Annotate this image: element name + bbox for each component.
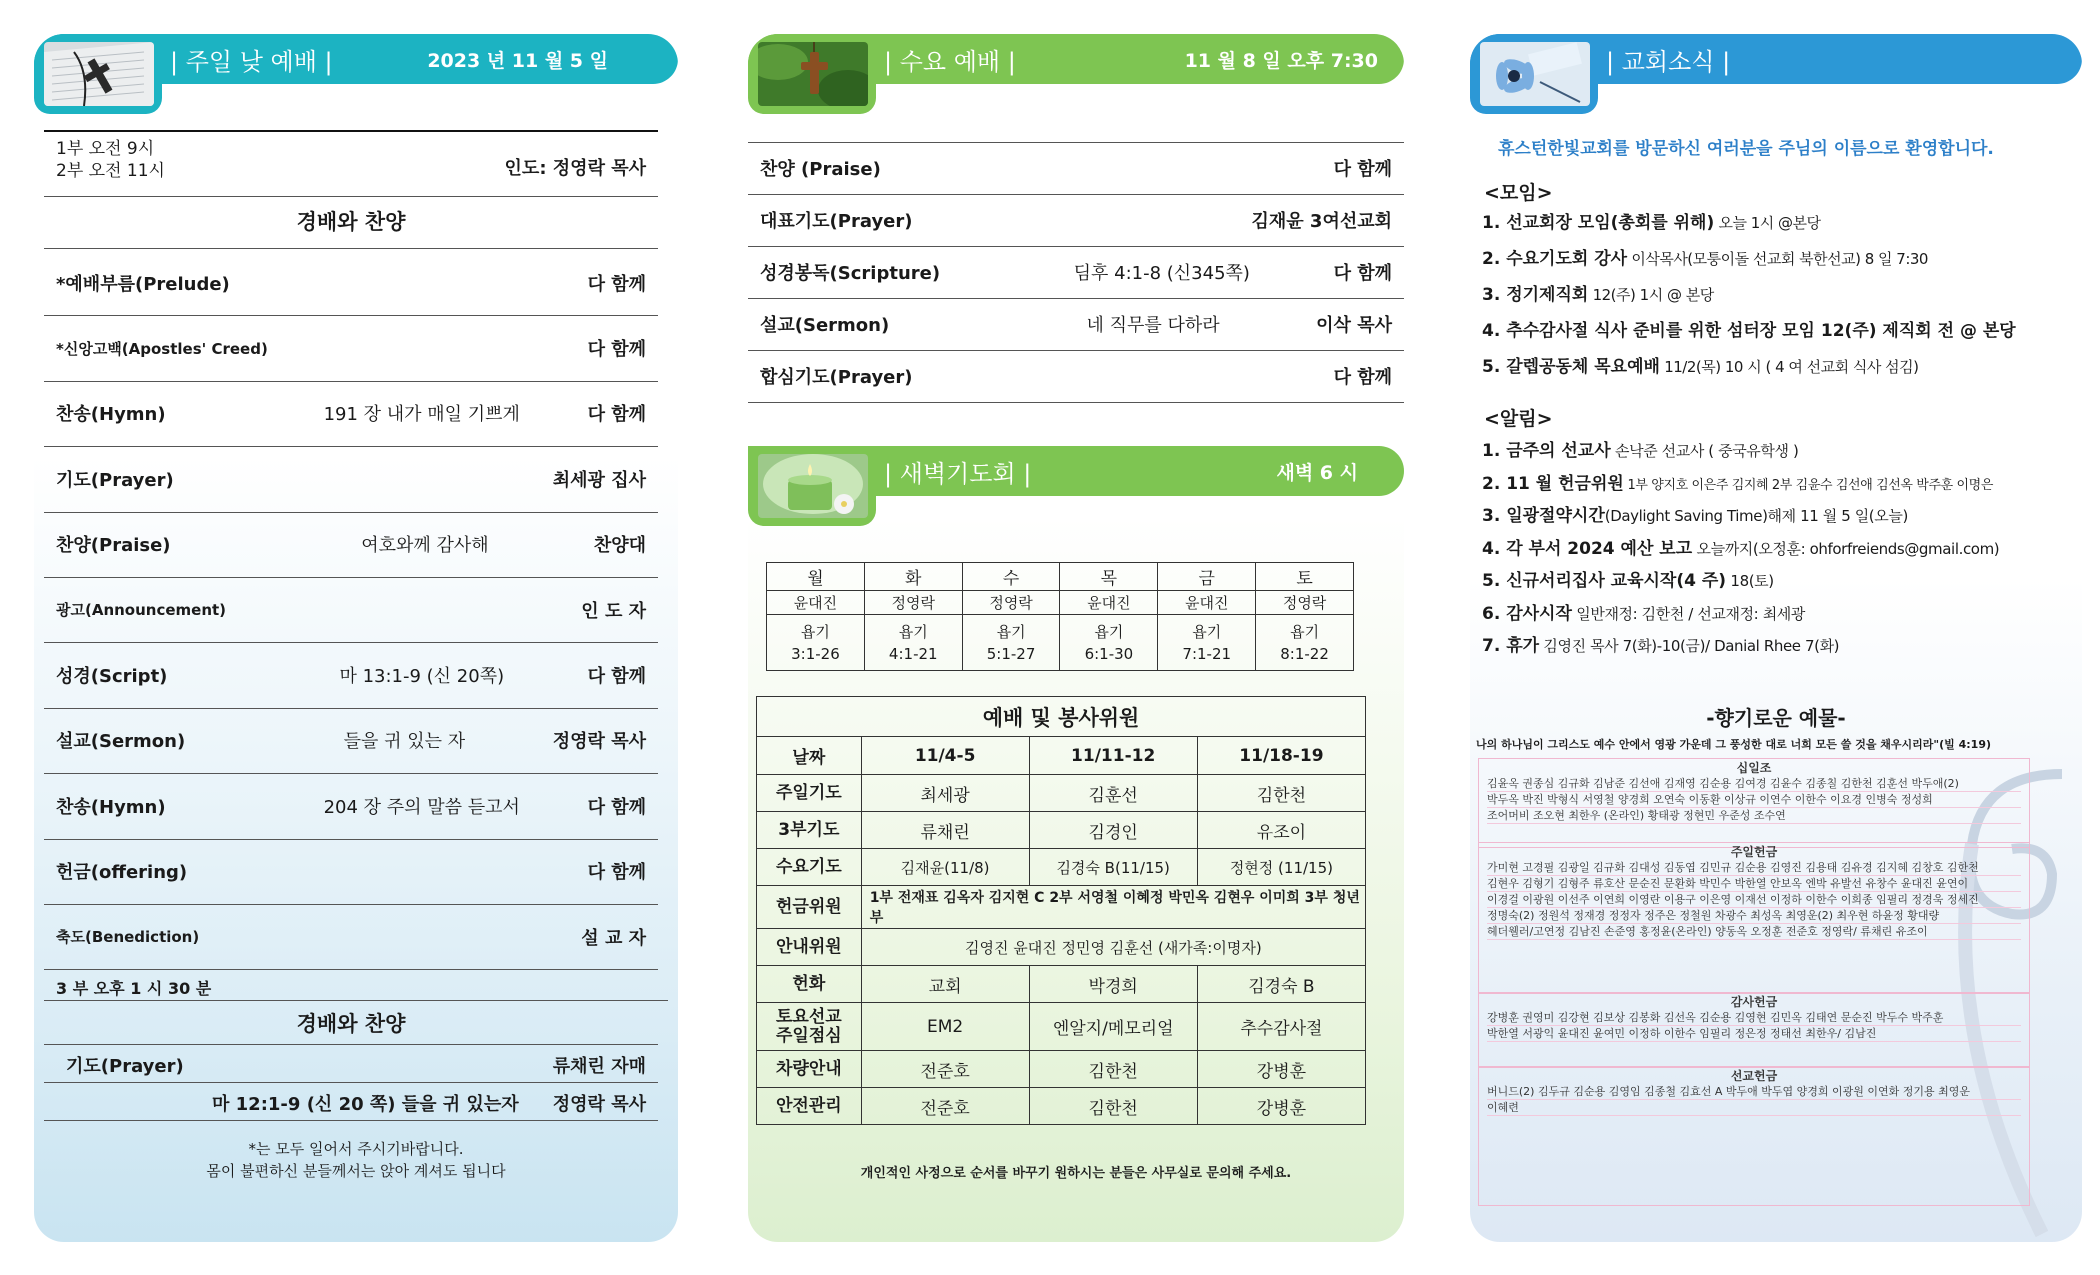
worship-row bbox=[44, 381, 658, 447]
volunteers-row bbox=[757, 1088, 1366, 1125]
dawn-leader: 윤대진 bbox=[1158, 591, 1256, 615]
volunteers-table-title: 예배 및 봉사위원 bbox=[757, 697, 1366, 737]
dawn-scripture bbox=[1060, 615, 1158, 671]
third-prayer-label: 기도(Prayer) bbox=[66, 1056, 184, 1077]
sunday-offering-names bbox=[1487, 860, 2021, 940]
notice-item bbox=[1482, 534, 2072, 559]
notice-item-title: 5. 신규서리집사 교육시작(4 주) bbox=[1482, 571, 1727, 591]
volunteers-cell: 김경인 bbox=[1029, 812, 1197, 849]
rule bbox=[44, 196, 658, 197]
volunteers-row bbox=[757, 966, 1366, 1003]
third-sermon: 마 12:1-9 (신 20 쪽) 들을 귀 있는자 bbox=[212, 1094, 519, 1115]
wednesday-item-label: 설교(Sermon) bbox=[760, 315, 890, 336]
praise-worship-heading-2: 경배와 찬양 bbox=[296, 1012, 406, 1036]
offering-name-line: 이경걸 이광원 이선주 이연희 이영란 이용구 이은영 이재선 이정하 이한수 이희종 임필리 정경욱 정세진 bbox=[1487, 892, 2021, 908]
worship-item-label: 헌금(offering) bbox=[56, 862, 188, 884]
rule bbox=[44, 1044, 658, 1045]
volunteers-role: 수요기도 bbox=[757, 849, 862, 886]
thanks-offering-box bbox=[1478, 992, 2030, 1068]
tithe-names bbox=[1487, 776, 2021, 824]
notice-item bbox=[1482, 566, 2072, 591]
offering-name-line: 김윤옥 권종심 김규화 김남준 김선애 김재영 김순용 김여경 김윤수 김종칠 김한천 김훈선 박두애(2) bbox=[1487, 776, 2021, 792]
volunteers-header-cell: 날짜 bbox=[757, 737, 862, 775]
sunday-header-thumb bbox=[34, 34, 162, 114]
sunday-date: 2023 년 11 월 5 일 bbox=[427, 50, 608, 72]
dawn-scripture bbox=[767, 615, 865, 671]
notice-item bbox=[1482, 469, 2072, 494]
wednesday-row bbox=[748, 246, 1404, 299]
church-news-panel bbox=[1470, 34, 2082, 1242]
rule bbox=[44, 1082, 658, 1083]
volunteers-row bbox=[757, 886, 1366, 929]
volunteers-cell: 1부 전재표 김옥자 김지현 C 2부 서영철 이혜정 박민옥 김현우 이미희 3부 청년부 bbox=[861, 886, 1365, 929]
third-prayer-leader: 류채린 자매 bbox=[552, 1056, 646, 1077]
offering-name-line: 헤더웰러/고연정 김남진 손준영 홍정윤(온라인) 양동옥 오정훈 전준호 정영락/ 류채린 유조이 bbox=[1487, 924, 2021, 940]
first-service-time: 1부 오전 9시 bbox=[56, 139, 155, 159]
notice-item-title: 6. 감사시작 bbox=[1482, 603, 1572, 624]
volunteers-role: 차량안내 bbox=[757, 1051, 862, 1088]
notice-item-detail: 김영진 목사 7(화)-10(금)/ Danial Rhee 7(화) bbox=[1539, 637, 1840, 655]
meeting-item-title: 1. 선교회장 모임(총회를 위해) bbox=[1482, 213, 1715, 233]
notice-item-detail: 1부 양지호 이은주 김지혜 2부 김윤수 김선애 김선옥 박주훈 이명은 bbox=[1623, 477, 1993, 493]
leader-name: 인도: 정영락 목사 bbox=[504, 158, 646, 179]
wednesday-item-leader: 김재윤 3여선교회 bbox=[1251, 211, 1392, 232]
notices-heading: <알림> bbox=[1484, 408, 1553, 430]
wednesday-header-thumb bbox=[748, 34, 876, 114]
offering-name-line: 조어머비 조오현 최한우 (온라인) 황태광 정현민 우준성 조수연 bbox=[1487, 808, 2021, 824]
worship-item-label: 축도(Benediction) bbox=[56, 928, 200, 947]
worship-item-leader: 인 도 자 bbox=[581, 600, 646, 622]
worship-item-leader: 설 교 자 bbox=[581, 927, 646, 949]
volunteers-cell: 엔알지/메모리얼 bbox=[1029, 1003, 1197, 1051]
news-header-thumb bbox=[1470, 34, 1598, 114]
rule bbox=[44, 248, 658, 249]
notice-item-detail: 손낙준 선교사 ( 중국유학생 ) bbox=[1610, 442, 1799, 460]
dawn-ref: 3:1-26 bbox=[791, 644, 840, 663]
volunteers-header-cell: 11/11-12 bbox=[1029, 737, 1197, 775]
volunteers-cell: 김경숙 B bbox=[1197, 966, 1365, 1003]
worship-item-leader: 다 함께 bbox=[587, 404, 646, 426]
volunteers-cell: 교회 bbox=[861, 966, 1029, 1003]
volunteers-role: 토요선교 주일점심 bbox=[757, 1003, 862, 1051]
worship-item-detail: 마 13:1-9 (신 20쪽) bbox=[339, 666, 505, 688]
meeting-item-title: 3. 정기제직회 bbox=[1482, 285, 1589, 305]
wednesday-date: 11 월 8 일 오후 7:30 bbox=[1184, 50, 1378, 72]
volunteers-cell: 전준호 bbox=[861, 1051, 1029, 1088]
volunteers-cell: 김훈선 bbox=[1029, 775, 1197, 812]
wednesday-service-panel bbox=[748, 34, 1404, 1242]
notice-item bbox=[1482, 631, 2072, 656]
volunteers-cell: EM2 bbox=[861, 1003, 1029, 1051]
wednesday-item-label: 찬양 (Praise) bbox=[760, 159, 881, 180]
worship-row bbox=[44, 315, 658, 381]
meeting-item bbox=[1482, 316, 2072, 341]
worship-row bbox=[44, 250, 658, 316]
meeting-item-title: 2. 수요기도회 강사 bbox=[1482, 249, 1628, 269]
worship-item-detail: 들을 귀 있는 자 bbox=[343, 731, 466, 753]
rule bbox=[44, 1120, 658, 1121]
mission-offering-box bbox=[1478, 1066, 2030, 1206]
dawn-days-row bbox=[767, 563, 1354, 591]
volunteers-role: 헌금위원 bbox=[757, 886, 862, 929]
dawn-leaders-row bbox=[767, 591, 1354, 615]
notice-item bbox=[1482, 501, 2072, 526]
volunteers-row bbox=[757, 775, 1366, 812]
notice-item-title: 4. 각 부서 2024 예산 보고 bbox=[1482, 538, 1693, 559]
worship-row bbox=[44, 708, 658, 774]
volunteers-cell: 박경희 bbox=[1029, 966, 1197, 1003]
volunteers-row bbox=[757, 1003, 1366, 1051]
volunteers-cell: 김한천 bbox=[1029, 1088, 1197, 1125]
second-service-time: 2부 오전 11시 bbox=[56, 161, 165, 181]
sunday-header bbox=[34, 34, 678, 84]
meeting-item bbox=[1482, 352, 2072, 377]
note-line-1: *는 모두 일어서 주시기바랍니다. bbox=[248, 1140, 464, 1158]
wednesday-item-leader: 이삭 목사 bbox=[1316, 315, 1392, 336]
dawn-ref: 8:1-22 bbox=[1280, 644, 1329, 663]
thanks-offering-names bbox=[1487, 1010, 2021, 1042]
notice-item-title: 3. 일광절약시간 bbox=[1482, 506, 1605, 526]
standing-note bbox=[34, 1138, 678, 1182]
volunteers-cell: 최세광 bbox=[861, 775, 1029, 812]
meeting-item-title: 5. 갈렙공동체 목요예배 bbox=[1482, 357, 1660, 377]
dawn-ref: 6:1-30 bbox=[1084, 644, 1134, 663]
volunteers-cell: 추수감사절 bbox=[1197, 1003, 1365, 1051]
worship-row bbox=[44, 642, 658, 708]
dawn-day: 금 bbox=[1158, 563, 1256, 591]
dawn-leader: 정영락 bbox=[1256, 591, 1354, 615]
volunteers-row bbox=[757, 929, 1366, 966]
notice-item-detail: (Daylight Saving Time)해제 11 월 5 일(오늘) bbox=[1604, 507, 1908, 525]
worship-row bbox=[44, 773, 658, 839]
wednesday-item-label: 대표기도(Prayer) bbox=[760, 211, 913, 232]
offering-name-line: 정명숙(2) 정원석 정재경 정정자 정주은 정철원 차광수 최성옥 최영운(2) 최우현 하윤정 황대량 bbox=[1487, 908, 2021, 924]
worship-item-label: 찬송(Hymn) bbox=[56, 796, 166, 818]
bible-cross-image bbox=[44, 42, 154, 106]
notice-item-detail: 오늘까지(오정훈: ohforfreiends@gmail.com) bbox=[1692, 539, 2000, 558]
rule bbox=[44, 1000, 668, 1001]
offering-name-line: 버니드(2) 김두규 김순용 김영임 김종철 김효선 A 박두애 박두엽 양경희 이광원 이연화 정기용 최영운 bbox=[1487, 1084, 2021, 1100]
worship-item-label: *예배부름(Prelude) bbox=[56, 273, 230, 295]
wednesday-header bbox=[748, 34, 1404, 84]
meeting-item-detail: 12(주) 1시 @ 본당 bbox=[1588, 286, 1714, 304]
worship-item-label: 광고(Announcement) bbox=[56, 601, 227, 620]
worship-item-label: 찬송(Hymn) bbox=[56, 404, 166, 426]
third-preacher: 정영락 목사 bbox=[552, 1094, 646, 1115]
notice-item-detail: 일반재정: 김한천 / 선교재정: 최세광 bbox=[1571, 604, 1805, 623]
worship-item-leader: 최세광 집사 bbox=[552, 469, 646, 491]
sunday-offering-title: 주일헌금 bbox=[1730, 845, 1778, 859]
dawn-book: 욥기 bbox=[996, 622, 1026, 641]
worship-item-detail: 191 장 내가 매일 기쁘게 bbox=[323, 404, 520, 426]
wednesday-row bbox=[748, 350, 1404, 403]
wednesday-item-detail: 네 직무를 다하라 bbox=[1086, 315, 1220, 336]
notice-item-title: 2. 11 월 헌금위원 bbox=[1482, 473, 1624, 494]
worship-item-leader: 다 함께 bbox=[587, 666, 646, 688]
notice-item-detail: 18(토) bbox=[1726, 572, 1774, 590]
dawn-day: 토 bbox=[1256, 563, 1354, 591]
contact-note: 개인적인 사정으로 순서를 바꾸기 원하시는 분들은 사무실로 문의해 주세요. bbox=[860, 1166, 1292, 1181]
wednesday-item-leader: 다 함께 bbox=[1333, 263, 1392, 284]
volunteers-cell: 정현정 (11/15) bbox=[1197, 849, 1365, 886]
dawn-book: 욥기 bbox=[800, 622, 830, 641]
volunteers-role: 헌화 bbox=[757, 966, 862, 1003]
thanks-offering-title: 감사헌금 bbox=[1730, 995, 1778, 1009]
dawn-header-thumb bbox=[748, 446, 876, 526]
news-header bbox=[1470, 34, 2082, 84]
dawn-leader: 윤대진 bbox=[1060, 591, 1158, 615]
worship-item-label: 성경(Script) bbox=[56, 666, 168, 688]
worship-item-leader: 정영락 목사 bbox=[552, 731, 646, 753]
volunteers-row bbox=[757, 849, 1366, 886]
worship-item-leader: 다 함께 bbox=[587, 273, 646, 295]
offering-name-line: 박한열 서광익 윤대진 윤여민 이정하 이한수 임필리 정은정 정태선 최한우/ 김남진 bbox=[1487, 1026, 2021, 1042]
meeting-item bbox=[1482, 208, 2072, 233]
volunteers-cell: 김재윤(11/8) bbox=[861, 849, 1029, 886]
worship-item-leader: 다 함께 bbox=[587, 796, 646, 818]
worship-row bbox=[44, 577, 658, 643]
volunteers-cell: 강병훈 bbox=[1197, 1051, 1365, 1088]
meeting-item-title: 4. 추수감사절 식사 준비를 위한 섬터장 모임 12(주) 제직회 전 @ 본당 bbox=[1482, 321, 2016, 341]
volunteers-cell: 김한천 bbox=[1197, 775, 1365, 812]
dawn-title: | 새벽기도회 | bbox=[884, 460, 1032, 488]
offering-name-line: 김현우 김형기 김형주 류호산 문순진 문환화 박민수 박한열 안보옥 엔박 유발선 유창수 윤대진 윤연이 bbox=[1487, 876, 2021, 892]
worship-item-leader: 다 함께 bbox=[587, 862, 646, 884]
volunteers-cell: 유조이 bbox=[1197, 812, 1365, 849]
dawn-schedule-table bbox=[766, 562, 1354, 671]
notice-item-title: 1. 금주의 선교사 bbox=[1482, 441, 1611, 461]
worship-item-label: 찬양(Praise) bbox=[56, 535, 171, 557]
offering-verse: 나의 하나님이 그리스도 예수 안에서 영광 가운데 그 풍성한 대로 너희 모든 쓸 것을 채우시리라"(빌 4:19) bbox=[1476, 738, 1992, 751]
volunteers-row bbox=[757, 812, 1366, 849]
wednesday-row bbox=[748, 194, 1404, 247]
news-title: | 교회소식 | bbox=[1606, 48, 1731, 76]
dawn-book: 욥기 bbox=[1290, 622, 1320, 641]
notice-item-title: 7. 휴가 bbox=[1482, 636, 1540, 656]
notice-item bbox=[1482, 436, 2072, 461]
worship-item-label: 기도(Prayer) bbox=[56, 469, 174, 491]
notice-item bbox=[1482, 599, 2072, 624]
offering-name-line: 이혜련 bbox=[1487, 1100, 2021, 1116]
volunteers-cell: 강병훈 bbox=[1197, 1088, 1365, 1125]
worship-item-leader: 다 함께 bbox=[587, 339, 646, 361]
dawn-day: 수 bbox=[962, 563, 1060, 591]
volunteers-cell: 전준호 bbox=[861, 1088, 1029, 1125]
meeting-item bbox=[1482, 244, 2072, 269]
service-times bbox=[56, 138, 165, 182]
mission-offering-names bbox=[1487, 1084, 2021, 1116]
worship-row bbox=[44, 839, 658, 905]
dawn-day: 목 bbox=[1060, 563, 1158, 591]
worship-row bbox=[44, 446, 658, 512]
flower-image bbox=[1480, 42, 1590, 106]
dawn-day: 화 bbox=[864, 563, 962, 591]
dawn-day: 월 bbox=[767, 563, 865, 591]
volunteers-role: 주일기도 bbox=[757, 775, 862, 812]
candle-image bbox=[758, 454, 868, 518]
volunteers-cell: 김경숙 B(11/15) bbox=[1029, 849, 1197, 886]
dawn-texts-row bbox=[767, 615, 1354, 671]
worship-item-label: 설교(Sermon) bbox=[56, 731, 186, 753]
volunteers-role: 3부기도 bbox=[757, 812, 862, 849]
meeting-item bbox=[1482, 280, 2072, 305]
dawn-book: 욥기 bbox=[1192, 622, 1222, 641]
worship-item-leader: 찬양대 bbox=[593, 535, 646, 557]
note-line-2: 몸이 불편하신 분들께서는 앉아 계셔도 됩니다 bbox=[206, 1162, 506, 1180]
volunteers-row bbox=[757, 1051, 1366, 1088]
dawn-scripture bbox=[864, 615, 962, 671]
volunteers-role: 안전관리 bbox=[757, 1088, 862, 1125]
service-volunteers-table bbox=[756, 696, 1366, 1125]
dawn-leader: 정영락 bbox=[962, 591, 1060, 615]
tithe-box bbox=[1478, 758, 2030, 848]
dawn-scripture bbox=[1256, 615, 1354, 671]
dawn-ref: 4:1-21 bbox=[888, 644, 938, 663]
dawn-scripture bbox=[962, 615, 1060, 671]
wooden-cross-image bbox=[758, 42, 868, 106]
dawn-ref: 7:1-21 bbox=[1182, 644, 1232, 663]
wednesday-item-label: 성경봉독(Scripture) bbox=[760, 263, 941, 284]
volunteers-header-cell: 11/18-19 bbox=[1197, 737, 1365, 775]
offering-name-line: 가미현 고경필 김광일 김규화 김대성 김동엽 김민규 김순용 김영진 김용태 김유경 김지혜 김창호 김한천 bbox=[1487, 860, 2021, 876]
meeting-item-detail: 11/2(목) 10 시 ( 4 여 선교회 식사 섬김) bbox=[1659, 358, 1919, 376]
wednesday-item-detail: 딤후 4:1-8 (신345쪽) bbox=[1073, 263, 1250, 284]
sunday-service-panel bbox=[34, 34, 678, 1242]
volunteers-cell: 김한천 bbox=[1029, 1051, 1197, 1088]
wednesday-title: | 수요 예배 | bbox=[884, 48, 1016, 76]
worship-row bbox=[44, 904, 658, 970]
wednesday-item-leader: 다 함께 bbox=[1333, 367, 1392, 388]
dawn-book: 욥기 bbox=[898, 622, 928, 641]
wednesday-row bbox=[748, 142, 1404, 195]
third-service-time: 3 부 오후 1 시 30 분 bbox=[56, 979, 212, 998]
sunday-title: | 주일 낮 예배 | bbox=[170, 48, 333, 76]
mission-offering-title: 선교헌금 bbox=[1730, 1069, 1778, 1083]
volunteers-header-row bbox=[757, 737, 1366, 775]
worship-item-label: *신앙고백(Apostles' Creed) bbox=[56, 339, 268, 358]
volunteers-role: 안내위원 bbox=[757, 929, 862, 966]
worship-item-detail: 여호와께 감사해 bbox=[361, 535, 489, 557]
dawn-time: 새벽 6 시 bbox=[1276, 462, 1358, 484]
dawn-book: 욥기 bbox=[1094, 622, 1124, 641]
worship-row bbox=[44, 512, 658, 578]
wednesday-row bbox=[748, 298, 1404, 351]
praise-worship-heading: 경배와 찬양 bbox=[296, 210, 406, 234]
wednesday-item-label: 합심기도(Prayer) bbox=[760, 367, 913, 388]
offering-heading: -향기로운 예물- bbox=[1706, 706, 1846, 730]
dawn-header bbox=[748, 446, 1404, 496]
volunteers-cell: 김영진 윤대진 정민영 김훈선 (새가족:이명자) bbox=[861, 929, 1365, 966]
dawn-ref: 5:1-27 bbox=[986, 644, 1036, 663]
dawn-leader: 윤대진 bbox=[767, 591, 865, 615]
worship-item-detail: 204 장 주의 말씀 듣고서 bbox=[323, 796, 520, 818]
volunteers-header-cell: 11/4-5 bbox=[861, 737, 1029, 775]
meeting-item-detail: 이삭목사(모퉁이돌 선교회 북한선교) 8 일 7:30 bbox=[1627, 250, 1928, 268]
offering-name-line: 박두옥 박진 박형식 서영철 양경희 오연숙 이동환 이상규 이연수 이한수 이요경 인병숙 정성희 bbox=[1487, 792, 2021, 808]
welcome-message: 휴스턴한빛교회를 방문하신 여러분을 주님의 이름으로 환영합니다. bbox=[1498, 139, 1994, 159]
tithe-title: 십일조 bbox=[1736, 761, 1772, 775]
volunteers-cell: 류채린 bbox=[861, 812, 1029, 849]
meeting-item-detail: 오늘 1시 @본당 bbox=[1714, 214, 1821, 232]
wednesday-item-leader: 다 함께 bbox=[1333, 159, 1392, 180]
offering-name-line: 강병훈 권영미 김강현 김보상 김봉화 김선옥 김순용 김영현 김민옥 김태연 문순진 박두수 박주훈 bbox=[1487, 1010, 2021, 1026]
meetings-heading: <모임> bbox=[1484, 182, 1553, 204]
dawn-scripture bbox=[1158, 615, 1256, 671]
dawn-leader: 정영락 bbox=[864, 591, 962, 615]
sunday-offering-box bbox=[1478, 842, 2030, 994]
top-rule bbox=[44, 130, 658, 132]
